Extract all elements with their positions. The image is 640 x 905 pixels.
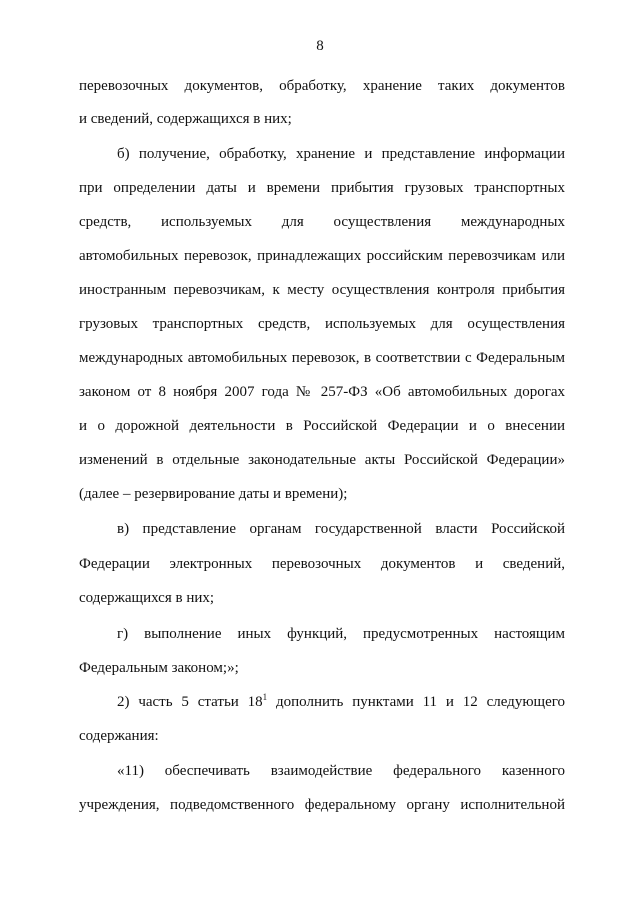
text-line: перевозочных документов, обработку, хранение таких документов — [79, 78, 565, 94]
text-line: учреждения, подведомственного федеральному органу исполнительной — [79, 797, 565, 813]
text-line: б) получение, обработку, хранение и представление информации — [117, 146, 565, 162]
text-line: «11) обеспечивать взаимодействие федерального казенного — [117, 763, 565, 779]
superscript: 1 — [262, 692, 268, 702]
text-line: Федеральным законом;»; — [79, 660, 239, 676]
text-line: содержащихся в них; — [79, 590, 215, 606]
text-segment: 2) часть 5 статьи 18 — [117, 694, 263, 710]
text-line: и сведений, содержащихся в них; — [79, 111, 292, 127]
text-line: иностранным перевозчикам, к месту осуществления контроля прибытия — [79, 282, 565, 298]
text-line: при определении даты и времени прибытия грузовых транспортных — [79, 180, 565, 196]
text-line: содержания: — [79, 728, 159, 744]
text-line: международных автомобильных перевозок, в соответствии с Федеральным — [79, 350, 565, 366]
text-line: законом от 8 ноября 2007 года № 257-ФЗ «Об автомобильных дорогах — [79, 384, 565, 400]
text-line: изменений в отдельные законодательные акты Российской Федерации» — [79, 452, 565, 468]
text-line: (далее – резервирование даты и времени); — [79, 486, 348, 502]
text-line: Федерации электронных перевозочных документов и сведений, — [79, 556, 565, 572]
text-line: г) выполнение иных функций, предусмотренных настоящим — [117, 626, 565, 642]
text-line-with-superscript — [117, 693, 565, 711]
text-line: и о дорожной деятельности в Российской Федерации и о внесении — [79, 418, 565, 434]
page-number: 8 — [316, 38, 324, 54]
text-line: в) представление органам государственной власти Российской — [117, 521, 565, 537]
text-segment: дополнить пунктами 11 и 12 следующего — [267, 694, 566, 710]
text-line: автомобильных перевозок, принадлежащих российским перевозчикам или — [79, 248, 565, 264]
text-line: грузовых транспортных средств, используемых для осуществления — [79, 316, 565, 332]
text-line: средств, используемых для осуществления международных — [79, 214, 565, 230]
